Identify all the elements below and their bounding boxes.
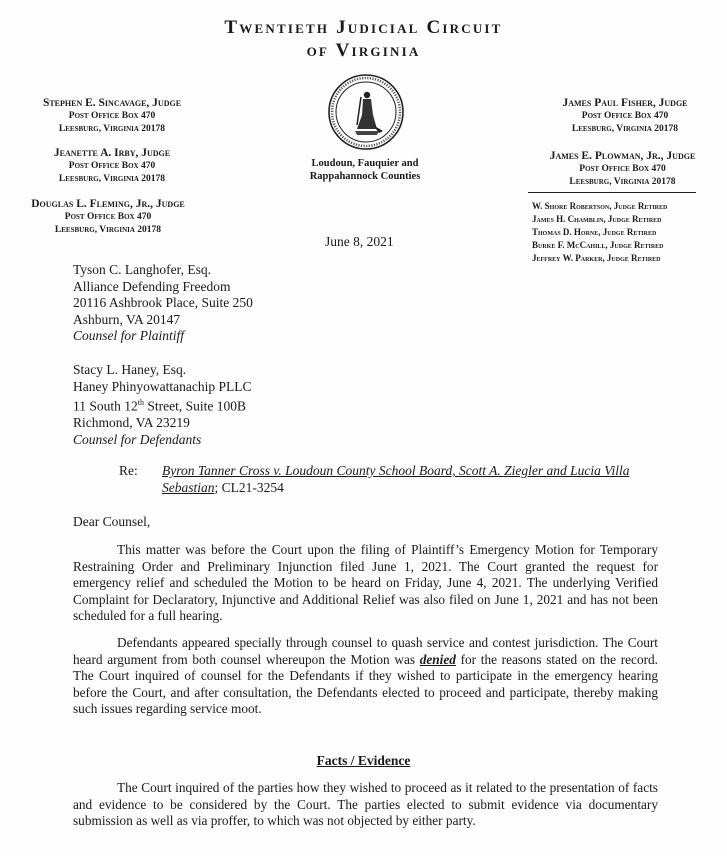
recipient-org: Alliance Defending Freedom bbox=[73, 278, 231, 294]
retired-judge: Burke F. McCahill, Judge Retired bbox=[532, 240, 664, 250]
judge-name: James E. Plowman, Jr., Judge bbox=[549, 150, 696, 162]
counties-block bbox=[270, 157, 460, 183]
judge-address-line2: Leesburg, Virginia 20178 bbox=[54, 225, 162, 235]
judge-left-1 bbox=[22, 97, 202, 136]
judge-address-line1: Post Office Box 470 bbox=[68, 111, 156, 121]
paragraph-2-text: Defendants appeared specially through counsel to quash service and contest jurisdiction. The Court heard argument from both counsel whereupon the Motion was bbox=[73, 635, 658, 667]
street-superscript: th bbox=[137, 398, 144, 407]
judge-address-line2: Leesburg, Virginia 20178 bbox=[569, 177, 676, 187]
recipient-org: Haney Phinyowattanachip PLLC bbox=[73, 378, 252, 394]
recipient-role: Counsel for Plaintiff bbox=[73, 328, 185, 343]
retired-judges-list bbox=[532, 200, 722, 265]
retired-judge: James H. Chamblin, Judge Retired bbox=[532, 214, 662, 224]
judge-address-line1: Post Office Box 470 bbox=[64, 212, 152, 222]
recipient-city: Richmond, VA 23219 bbox=[73, 415, 190, 430]
retired-judge: W. Shore Robertson, Judge Retired bbox=[532, 201, 668, 211]
judge-address-line2: Leesburg, Virginia 20178 bbox=[571, 124, 679, 134]
emphasis-denied: denied bbox=[419, 651, 456, 667]
virginia-seal-icon bbox=[327, 73, 405, 151]
street-part: 11 South 12 bbox=[73, 398, 138, 414]
salutation: Dear Counsel, bbox=[73, 514, 151, 529]
street-part: Street, Suite 100B bbox=[144, 398, 246, 414]
judge-name: Stephen E. Sincavage, Judge bbox=[42, 97, 182, 109]
paragraph-2 bbox=[73, 635, 658, 718]
counties-line1: Loudoun, Fauquier and bbox=[311, 158, 419, 169]
recipient-defendants bbox=[73, 362, 373, 448]
retired-judge: Thomas D. Horne, Judge Retired bbox=[532, 227, 657, 237]
recipient-street: 20116 Ashbrook Place, Suite 250 bbox=[73, 295, 253, 310]
paragraph-2-text: for the reasons stated on the record. The Court inquired of counsel for the Defendants if they wished to participate in the emergency hearing before the Court, and after consultation, the Defendants elected to proceed and participate, thereby making such issues regarding service moot. bbox=[73, 651, 659, 716]
judge-left-2 bbox=[22, 147, 202, 186]
recipient-name: Tyson C. Langhofer, Esq. bbox=[73, 262, 211, 277]
retired-divider bbox=[528, 192, 696, 193]
section-heading bbox=[0, 753, 727, 770]
case-number: ; CL21-3254 bbox=[214, 479, 284, 495]
judge-name: Jeanette A. Irby, Judge bbox=[53, 147, 171, 159]
judge-address-line2: Leesburg, Virginia 20178 bbox=[58, 124, 166, 134]
section-heading-text: Facts / Evidence bbox=[316, 753, 411, 768]
judge-address-line1: Post Office Box 470 bbox=[579, 164, 666, 174]
court-title-line1: Twentieth Judicial Circuit bbox=[224, 17, 503, 38]
recipient-plaintiff bbox=[73, 262, 373, 345]
judge-address-line1: Post Office Box 470 bbox=[581, 111, 669, 121]
recipient-city: Ashburn, VA 20147 bbox=[73, 311, 181, 327]
re-case bbox=[162, 463, 662, 496]
judge-address-line2: Leesburg, Virginia 20178 bbox=[58, 174, 166, 184]
recipient-name: Stacy L. Haney, Esq. bbox=[73, 362, 187, 377]
judge-address-line1: Post Office Box 470 bbox=[68, 161, 156, 171]
retired-judge: Jeffrey W. Parker, Judge Retired bbox=[532, 253, 661, 263]
paragraph-3: The Court inquired of the parties how they wished to proceed as it related to the presentation of facts and evidence to be considered by the Court. The parties elected to submit evidence via documentary submission as well as via proffer, to which was not objected by either party. bbox=[73, 780, 658, 828]
case-caption-line2: Sebastian bbox=[162, 479, 215, 495]
counties-line2: Rappahannock Counties bbox=[309, 171, 421, 182]
court-title-line2: of Virginia bbox=[306, 40, 421, 61]
judge-name: Douglas L. Fleming, Jr., Judge bbox=[31, 198, 185, 210]
case-caption-line1: Byron Tanner Cross v. Loudoun County School Board, Scott A. Ziegler and Lucia Villa bbox=[162, 463, 630, 478]
recipient-role: Counsel for Defendants bbox=[73, 431, 202, 447]
judge-right-1 bbox=[525, 97, 725, 136]
judge-name: James Paul Fisher, Judge bbox=[562, 97, 688, 109]
recipient-street bbox=[73, 395, 373, 415]
judge-right-2 bbox=[520, 150, 725, 189]
letter-date: June 8, 2021 bbox=[325, 234, 394, 249]
paragraph-1: This matter was before the Court upon the filing of Plaintiff’s Emergency Motion for Temporary Restraining Order and Preliminary Injunction filed June 1, 2021. The Court granted the request for emergency relief and scheduled the Motion to be heard on Friday, June 4, 2021. The underlying Verified Complaint for Declaratory, Injunctive and Additional Relief was also filed on June 1, 2021 and has not been scheduled for a full hearing. bbox=[73, 542, 658, 623]
re-label: Re: bbox=[119, 463, 138, 478]
judge-left-3 bbox=[8, 198, 208, 237]
